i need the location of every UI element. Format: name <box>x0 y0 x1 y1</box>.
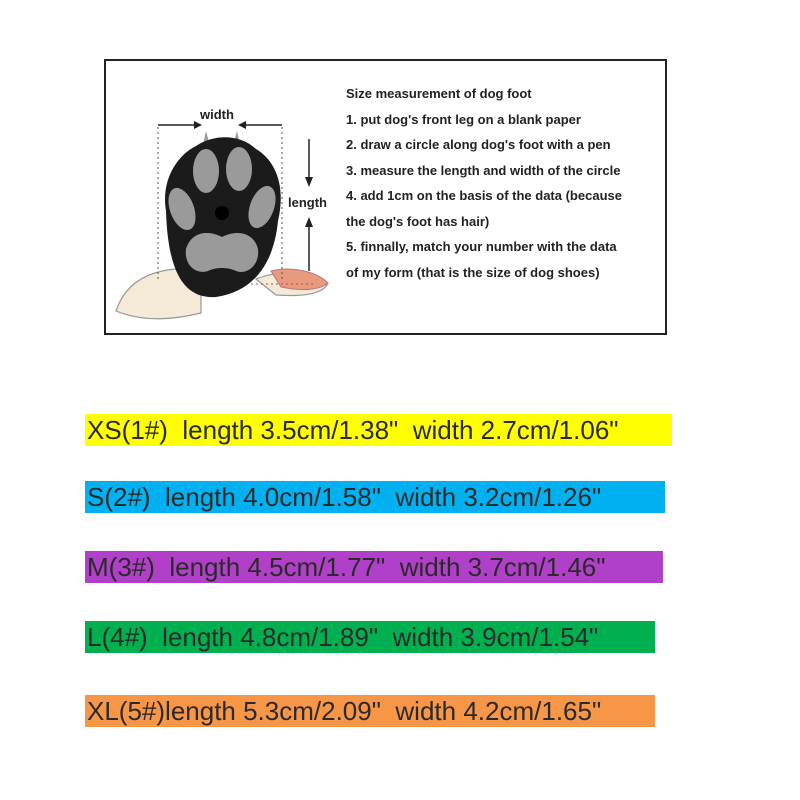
instruction-step: 4. add 1cm on the basis of the data (because <box>346 188 622 203</box>
instruction-step: 3. measure the length and width of the circle <box>346 162 621 178</box>
size-row-s: S(2#) length 4.0cm/1.58" width 3.2cm/1.26" <box>85 481 665 513</box>
length-label: length <box>288 195 327 210</box>
instructions-list <box>346 81 666 285</box>
size-row-l: L(4#) length 4.8cm/1.89" width 3.9cm/1.54" <box>85 621 655 653</box>
measurement-diagram-panel <box>104 59 667 335</box>
size-row-m: M(3#) length 4.5cm/1.77" width 3.7cm/1.46" <box>85 551 663 583</box>
size-row-xl: XL(5#)length 5.3cm/2.09" width 4.2cm/1.65" <box>85 695 655 727</box>
instruction-step: 1. put dog's front leg on a blank paper <box>346 111 581 127</box>
instruction-step: 2. draw a circle along dog's foot with a pen <box>346 137 611 152</box>
paw-illustration <box>106 61 341 333</box>
size-row-xs: XS(1#) length 3.5cm/1.38" width 2.7cm/1.06" <box>85 414 672 446</box>
width-label: width <box>200 107 234 122</box>
instruction-step: the dog's foot has hair) <box>346 213 490 229</box>
instructions-title: Size measurement of dog foot <box>346 86 532 101</box>
instruction-step: 5. finnally, match your number with the data <box>346 239 617 254</box>
instruction-step: of my form (that is the size of dog shoes) <box>346 264 600 280</box>
